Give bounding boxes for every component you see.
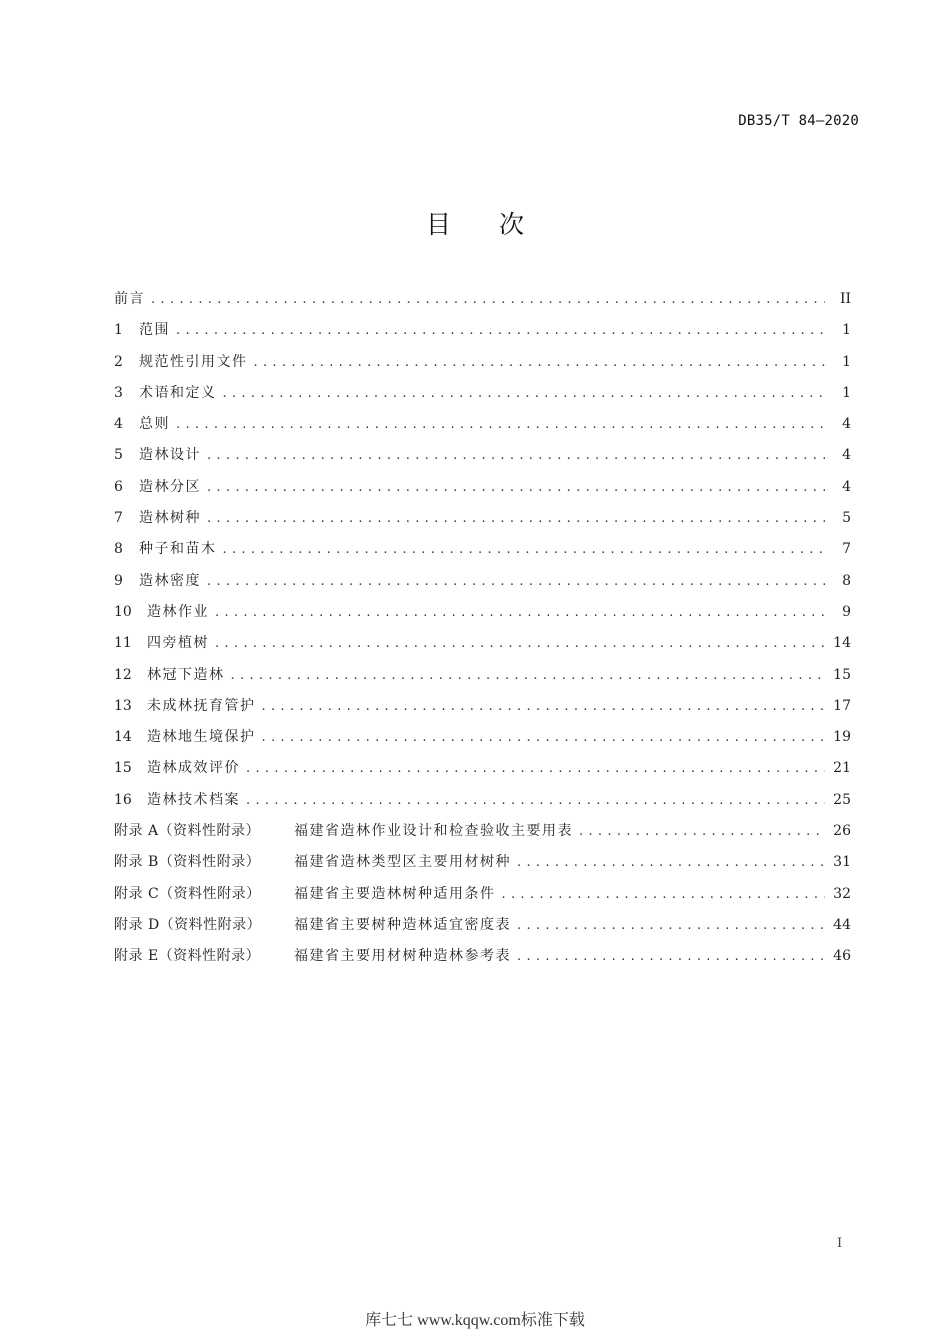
toc-leader	[207, 503, 825, 534]
toc-leader	[215, 628, 825, 659]
toc-page: 21	[833, 760, 851, 777]
toc-label: 造林技术档案	[147, 791, 240, 808]
toc-entry[interactable]	[114, 597, 851, 628]
page-title	[0, 205, 950, 241]
toc-num: 附录 A（资料性附录）	[114, 823, 261, 840]
toc-label: 前言	[114, 291, 145, 307]
toc-num: 3	[114, 384, 123, 401]
toc-page: 1	[842, 322, 851, 339]
toc-entry-appendix[interactable]	[114, 816, 851, 847]
toc-num: 12	[114, 666, 132, 683]
toc-page: II	[839, 291, 851, 307]
toc-page: 26	[833, 823, 851, 840]
title-char-2: 次	[499, 210, 525, 239]
toc-num: 11	[114, 635, 132, 652]
toc-leader	[176, 315, 825, 346]
toc-num: 15	[114, 760, 132, 777]
toc-leader	[262, 722, 826, 753]
toc-page: 17	[833, 697, 851, 714]
toc-leader	[246, 753, 825, 784]
toc-entry[interactable]	[114, 628, 851, 659]
toc-entry-appendix[interactable]	[114, 879, 851, 910]
toc-num: 附录 C（资料性附录）	[114, 885, 261, 902]
standard-code: DB35/T 84—2020	[738, 113, 859, 129]
toc-entry-appendix[interactable]	[114, 847, 851, 878]
toc-label: 种子和苗木	[139, 541, 217, 558]
toc-page: 1	[842, 384, 851, 401]
toc-page: 7	[842, 541, 851, 558]
toc-num: 13	[114, 697, 132, 714]
toc-label: 福建省造林类型区主要用材树种	[294, 854, 511, 871]
toc-num: 2	[114, 353, 123, 370]
footer-watermark: 库七七 www.kqqw.com标准下载	[365, 1312, 585, 1329]
toc-page: 9	[842, 603, 851, 620]
toc-page: 44	[833, 916, 851, 933]
toc-leader	[223, 534, 826, 565]
toc-entry[interactable]	[114, 347, 851, 378]
toc-leader	[579, 816, 825, 847]
toc-num: 10	[114, 603, 132, 620]
toc-entry[interactable]	[114, 503, 851, 534]
toc-label: 造林成效评价	[147, 760, 240, 777]
toc-entry[interactable]	[114, 472, 851, 503]
toc-entry[interactable]	[114, 409, 851, 440]
toc-num: 附录 D（资料性附录）	[114, 916, 262, 933]
toc-label: 福建省造林作业设计和检查验收主要用表	[294, 823, 573, 840]
toc-label: 造林作业	[147, 603, 209, 620]
toc-label: 造林分区	[139, 478, 201, 495]
toc-entry[interactable]	[114, 566, 851, 597]
toc-entry[interactable]	[114, 785, 851, 816]
toc-label: 造林地生境保护	[147, 729, 256, 746]
toc-entry[interactable]	[114, 722, 851, 753]
toc-label: 术语和定义	[139, 384, 217, 401]
toc-entry[interactable]	[114, 440, 851, 471]
toc-label: 范围	[139, 322, 170, 339]
toc-label: 规范性引用文件	[139, 353, 248, 370]
toc-leader	[207, 440, 825, 471]
toc-label: 福建省主要造林树种适用条件	[294, 885, 496, 902]
title-char-1: 目	[425, 210, 451, 239]
toc-label: 造林密度	[139, 572, 201, 589]
toc-leader	[215, 597, 825, 628]
toc-entry[interactable]	[114, 753, 851, 784]
toc-page: 4	[842, 478, 851, 495]
toc-num: 1	[114, 322, 123, 339]
toc-label: 造林树种	[139, 510, 201, 527]
toc-num: 7	[114, 510, 123, 527]
toc-leader	[502, 879, 826, 910]
toc-entry[interactable]	[114, 534, 851, 565]
toc-label: 林冠下造林	[147, 666, 225, 683]
toc-num: 附录 B（资料性附录）	[114, 854, 261, 871]
toc-label: 福建省主要树种造林适宜密度表	[294, 916, 511, 933]
toc-page: 25	[833, 791, 851, 808]
toc-page: 4	[842, 447, 851, 464]
toc-label: 福建省主要用材树种造林参考表	[294, 948, 511, 965]
toc-page: 15	[833, 666, 851, 683]
toc-entry-appendix[interactable]	[114, 910, 851, 941]
toc-leader	[517, 847, 825, 878]
toc-page: 14	[833, 635, 851, 652]
toc-label: 未成林抚育管护	[147, 697, 256, 714]
toc-leader	[223, 378, 826, 409]
toc-label: 总则	[139, 416, 170, 433]
toc-num: 附录 E（资料性附录）	[114, 948, 261, 965]
page-number: I	[837, 1236, 843, 1251]
toc-entry[interactable]	[114, 315, 851, 346]
toc-leader	[517, 941, 825, 972]
toc-entry[interactable]	[114, 378, 851, 409]
toc-num: 4	[114, 416, 123, 433]
toc-entry[interactable]	[114, 660, 851, 691]
toc-leader	[517, 910, 825, 941]
toc-page: 8	[842, 572, 851, 589]
toc-leader	[207, 566, 825, 597]
toc-leader	[151, 284, 825, 315]
table-of-contents	[114, 284, 851, 973]
toc-num: 14	[114, 729, 132, 746]
toc-leader	[254, 347, 826, 378]
toc-num: 6	[114, 478, 123, 495]
toc-leader	[246, 785, 825, 816]
toc-page: 31	[833, 854, 851, 871]
toc-page: 19	[833, 729, 851, 746]
toc-page: 1	[842, 353, 851, 370]
toc-entry[interactable]	[114, 691, 851, 722]
toc-page: 4	[842, 416, 851, 433]
toc-leader	[231, 660, 826, 691]
toc-num: 9	[114, 572, 123, 589]
toc-num: 16	[114, 791, 132, 808]
toc-label: 造林设计	[139, 447, 201, 464]
toc-label: 四旁植树	[147, 635, 209, 652]
toc-page: 5	[842, 510, 851, 527]
toc-entry-appendix[interactable]	[114, 941, 851, 972]
toc-leader	[176, 409, 825, 440]
toc-page: 46	[833, 948, 851, 965]
toc-leader	[262, 691, 826, 722]
toc-num: 8	[114, 541, 123, 558]
toc-num: 5	[114, 447, 123, 464]
toc-entry[interactable]	[114, 284, 851, 315]
toc-page: 32	[833, 885, 851, 902]
toc-leader	[207, 472, 825, 503]
